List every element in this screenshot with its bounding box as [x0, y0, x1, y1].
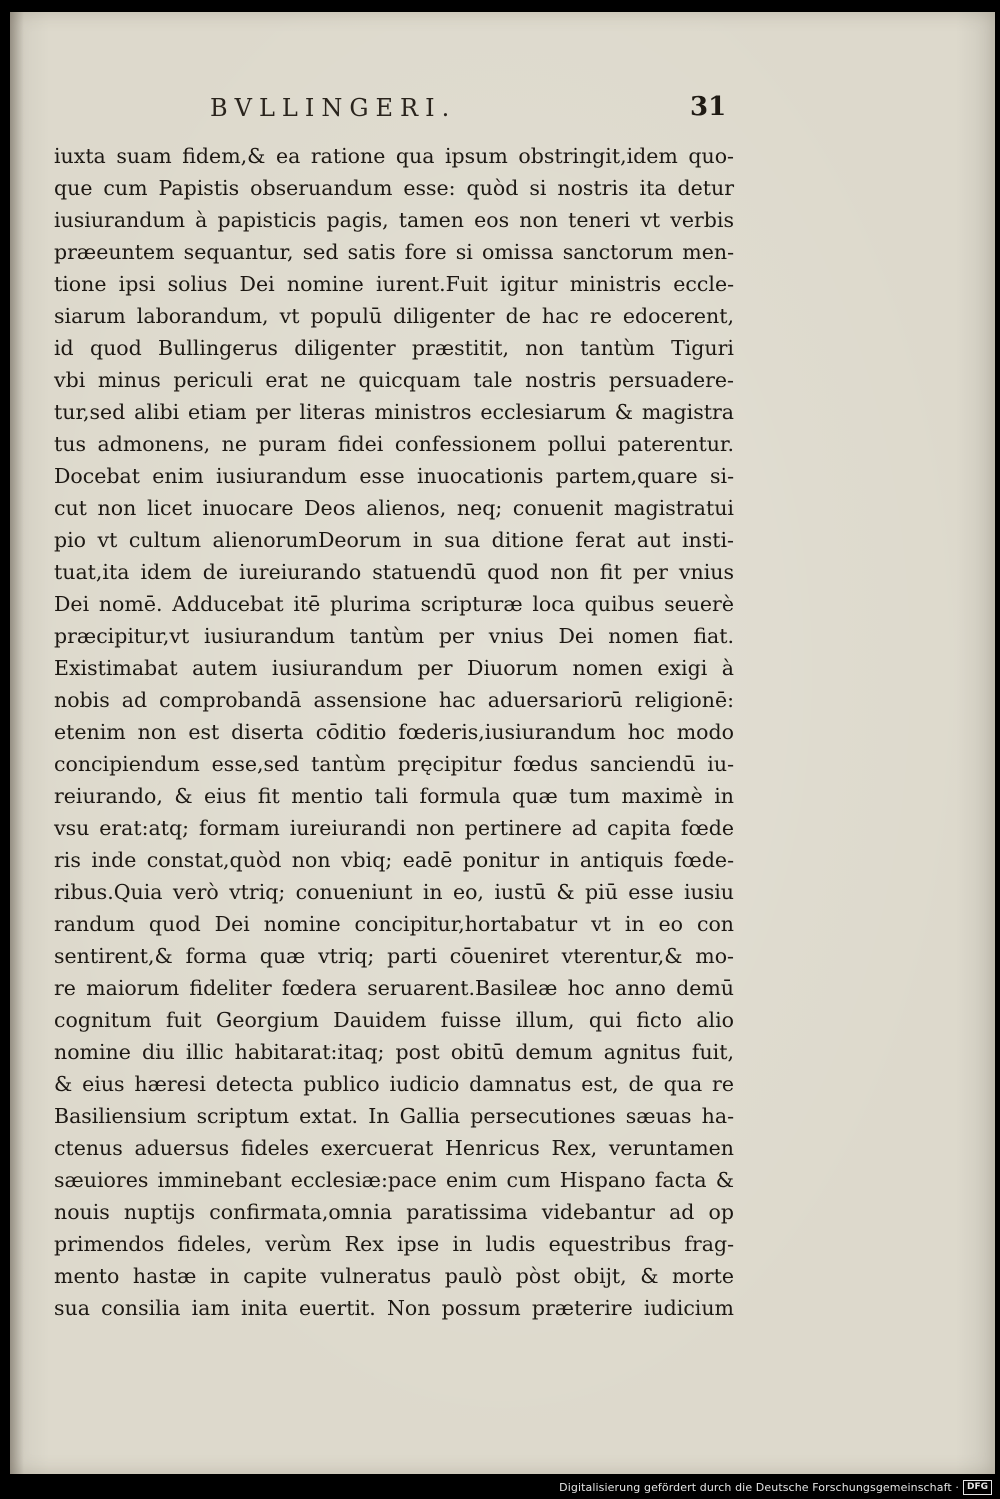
text-line: re maiorum fideliter fœdera seruarent.Basileæ hoc anno demū — [54, 976, 734, 1000]
text-line: pio vt cultum alienorumDeorum in sua ditione ferat aut insti- — [54, 528, 734, 552]
running-head: BVLLINGERI. — [210, 94, 457, 122]
page-gutter-shadow — [10, 12, 24, 1474]
text-line: concipiendum esse,sed tantùm pręcipitur fœdus sanciendū iu- — [54, 752, 734, 776]
page-header — [210, 86, 730, 126]
text-line: id quod Bullingerus diligenter præstitit, non tantùm Tiguri — [54, 336, 734, 360]
text-line: primendos fideles, verùm Rex ipse in ludis equestribus frag- — [54, 1232, 734, 1256]
text-line: & eius hæresi detecta publico iudicio damnatus est, de qua re — [54, 1072, 734, 1096]
dfg-logo-icon: DFG — [963, 1480, 992, 1495]
page-number: 31 — [690, 92, 727, 122]
text-line: tione ipsi solius Dei nomine iurent.Fuit igitur ministris eccle- — [54, 272, 734, 296]
text-line: sæuiores imminebant ecclesiæ:pace enim cum Hispano facta & — [54, 1168, 734, 1192]
funding-credit-text: Digitalisierung gefördert durch die Deutsche Forschungsgemeinschaft · — [559, 1480, 959, 1494]
text-line: præcipitur,vt iusiurandum tantùm per vnius Dei nomen fiat. — [54, 624, 734, 648]
text-line: vsu erat:atq; formam iureiurandi non pertinere ad capita fœde — [54, 816, 734, 840]
text-line: vbi minus periculi erat ne quicquam tale nostris persuadere- — [54, 368, 734, 392]
text-line: Basiliensium scriptum extat. In Gallia persecutiones sæuas ha- — [54, 1104, 734, 1128]
text-line: tuat,ita idem de iureiurando statuendū quod non fit per vnius — [54, 560, 734, 584]
text-line: siarum laborandum, vt populū diligenter de hac re edocerent, — [54, 304, 734, 328]
text-line: Dei nomē. Adducebat itē plurima scripturæ loca quibus seuerè — [54, 592, 734, 616]
text-line: nobis ad comprobandā assensione hac aduersariorū religionē: — [54, 688, 734, 712]
text-line: ctenus aduersus fideles exercuerat Henricus Rex, veruntamen — [54, 1136, 734, 1160]
text-line: ribus.Quia verò vtriq; conueniunt in eo, iustū & piū esse iusiu — [54, 880, 734, 904]
text-line: sentirent,& forma quæ vtriq; parti cōueniret vterentur,& mo- — [54, 944, 734, 968]
text-line: reiurando, & eius fit mentio tali formula quæ tum maximè in — [54, 784, 734, 808]
text-line: tus admonens, ne puram fidei confessionem pollui paterentur. — [54, 432, 734, 456]
body-text — [54, 140, 734, 1324]
text-line: sua consilia iam inita euertit. Non possum præterire iudicium — [54, 1296, 734, 1320]
footer-credit — [559, 1479, 992, 1495]
text-line: tur,sed alibi etiam per literas ministros ecclesiarum & magistra — [54, 400, 734, 424]
book-page — [10, 12, 995, 1474]
text-line: cognitum fuit Georgium Dauidem fuisse illum, qui ficto alio — [54, 1008, 734, 1032]
text-line: nouis nuptijs confirmata,omnia paratissima videbantur ad op — [54, 1200, 734, 1224]
text-line: randum quod Dei nomine concipitur,hortabatur vt in eo con — [54, 912, 734, 936]
text-line: nomine diu illic habitarat:itaq; post obitū demum agnitus fuit, — [54, 1040, 734, 1064]
text-line: ris inde constat,quòd non vbiq; eadē ponitur in antiquis fœde- — [54, 848, 734, 872]
text-line: iusiurandum à papisticis pagis, tamen eos non teneri vt verbis — [54, 208, 734, 232]
text-line: etenim non est diserta cōditio fœderis,iusiurandum hoc modo — [54, 720, 734, 744]
text-line: mento hastæ in capite vulneratus paulò pòst obijt, & morte — [54, 1264, 734, 1288]
text-line: Existimabat autem iusiurandum per Diuorum nomen exigi à — [54, 656, 734, 680]
text-line: cut non licet inuocare Deos alienos, neq; conuenit magistratui — [54, 496, 734, 520]
text-line: que cum Papistis obseruandum esse: quòd si nostris ita detur — [54, 176, 734, 200]
text-line: iuxta suam fidem,& ea ratione qua ipsum obstringit,idem quo- — [54, 144, 734, 168]
text-line: Docebat enim iusiurandum esse inuocationis partem,quare si- — [54, 464, 734, 488]
text-line: præeuntem sequantur, sed satis fore si omissa sanctorum men- — [54, 240, 734, 264]
